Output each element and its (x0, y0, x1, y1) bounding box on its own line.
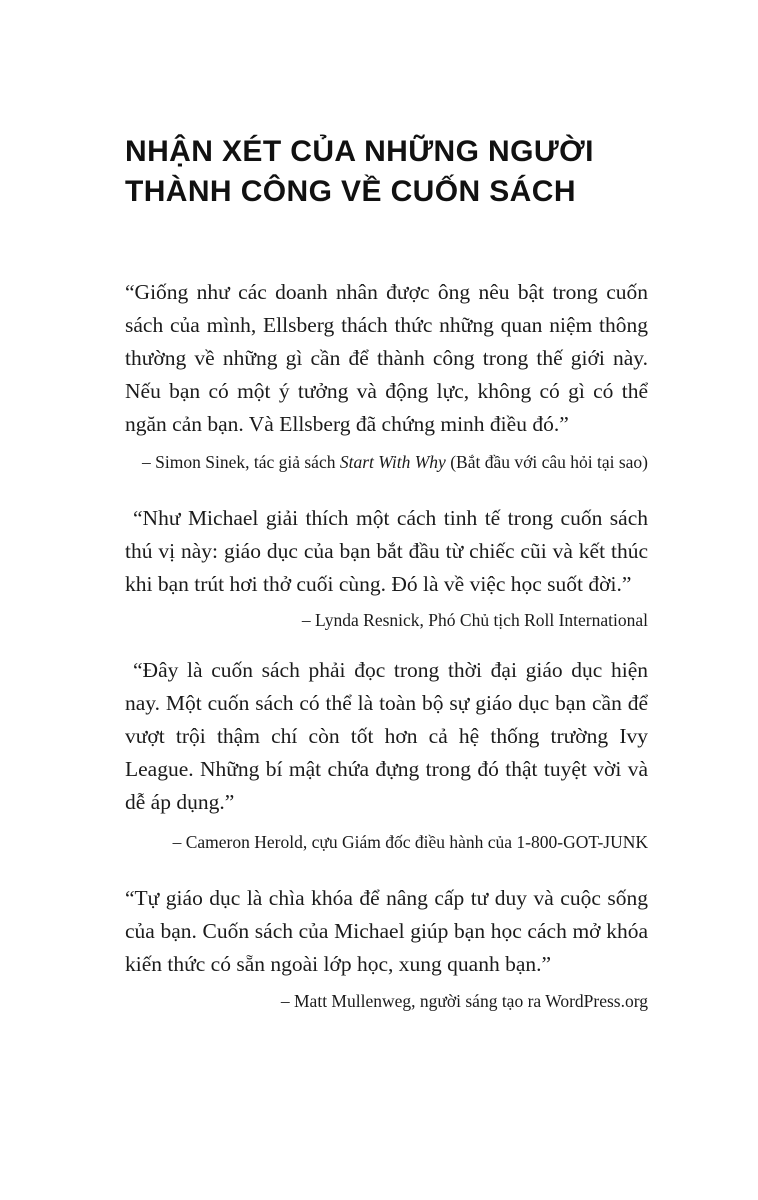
review-attribution-matt-mullenweg (125, 988, 648, 1014)
review-quote-simon-sinek: “Giống như các doanh nhân được ông nêu bật trong cuốn sách của mình, Ellsberg thách thức những quan niệm thông thường về những gì cần để thành công trong thế giới này. Nếu bạn có một ý tưởng và động lực, không có gì có thể ngăn cản bạn. Và Ellsberg đã chứng minh điều đó.” (125, 280, 648, 436)
review-attribution-simon-sinek (125, 449, 648, 475)
page-title (125, 132, 648, 212)
review-quote-matt-mullenweg: “Tự giáo dục là chìa khóa để nâng cấp tư duy và cuộc sống của bạn. Cuốn sách của Michael giúp bạn học cách mở khóa kiến thức có sẵn ngoài lớp học, xung quanh bạn.” (125, 886, 648, 976)
attribution-book-title: Start With Why (339, 452, 446, 472)
attribution-text: – Cameron Herold, cựu Giám đốc điều hành của 1-800-GOT-JUNK (172, 832, 648, 852)
page-title-line-2: THÀNH CÔNG VỀ CUỐN SÁCH (125, 175, 576, 208)
review-quote-lynda-resnick: “Như Michael giải thích một cách tinh tế trong cuốn sách thú vị này: giáo dục của bạn bắt đầu từ chiếc cũi và kết thúc khi bạn trút hơi thở cuối cùng. Đó là về việc học suốt đời.” (125, 506, 648, 596)
attribution-text: – Simon Sinek, tác giả sách (142, 452, 340, 472)
review-attribution-lynda-resnick (125, 607, 648, 633)
attribution-text: – Matt Mullenweg, người sáng tạo ra WordPress.org (280, 991, 648, 1011)
page-title-line-1: NHẬN XÉT CỦA NHỮNG NGƯỜI (125, 135, 594, 168)
attribution-text: – Lynda Resnick, Phó Chủ tịch Roll International (301, 610, 648, 630)
page-content (125, 0, 648, 1014)
attribution-translation: (Bắt đầu với câu hỏi tại sao) (445, 452, 648, 472)
review-attribution-cameron-herold (125, 829, 648, 855)
review-quote-cameron-herold: “Đây là cuốn sách phải đọc trong thời đại giáo dục hiện nay. Một cuốn sách có thể là toàn bộ sự giáo dục bạn cần để vượt trội thậm chí còn tốt hơn cả hệ thống trường Ivy League. Những bí mật chứa đựng trong đó thật tuyệt vời và dễ áp dụng.” (125, 658, 648, 814)
